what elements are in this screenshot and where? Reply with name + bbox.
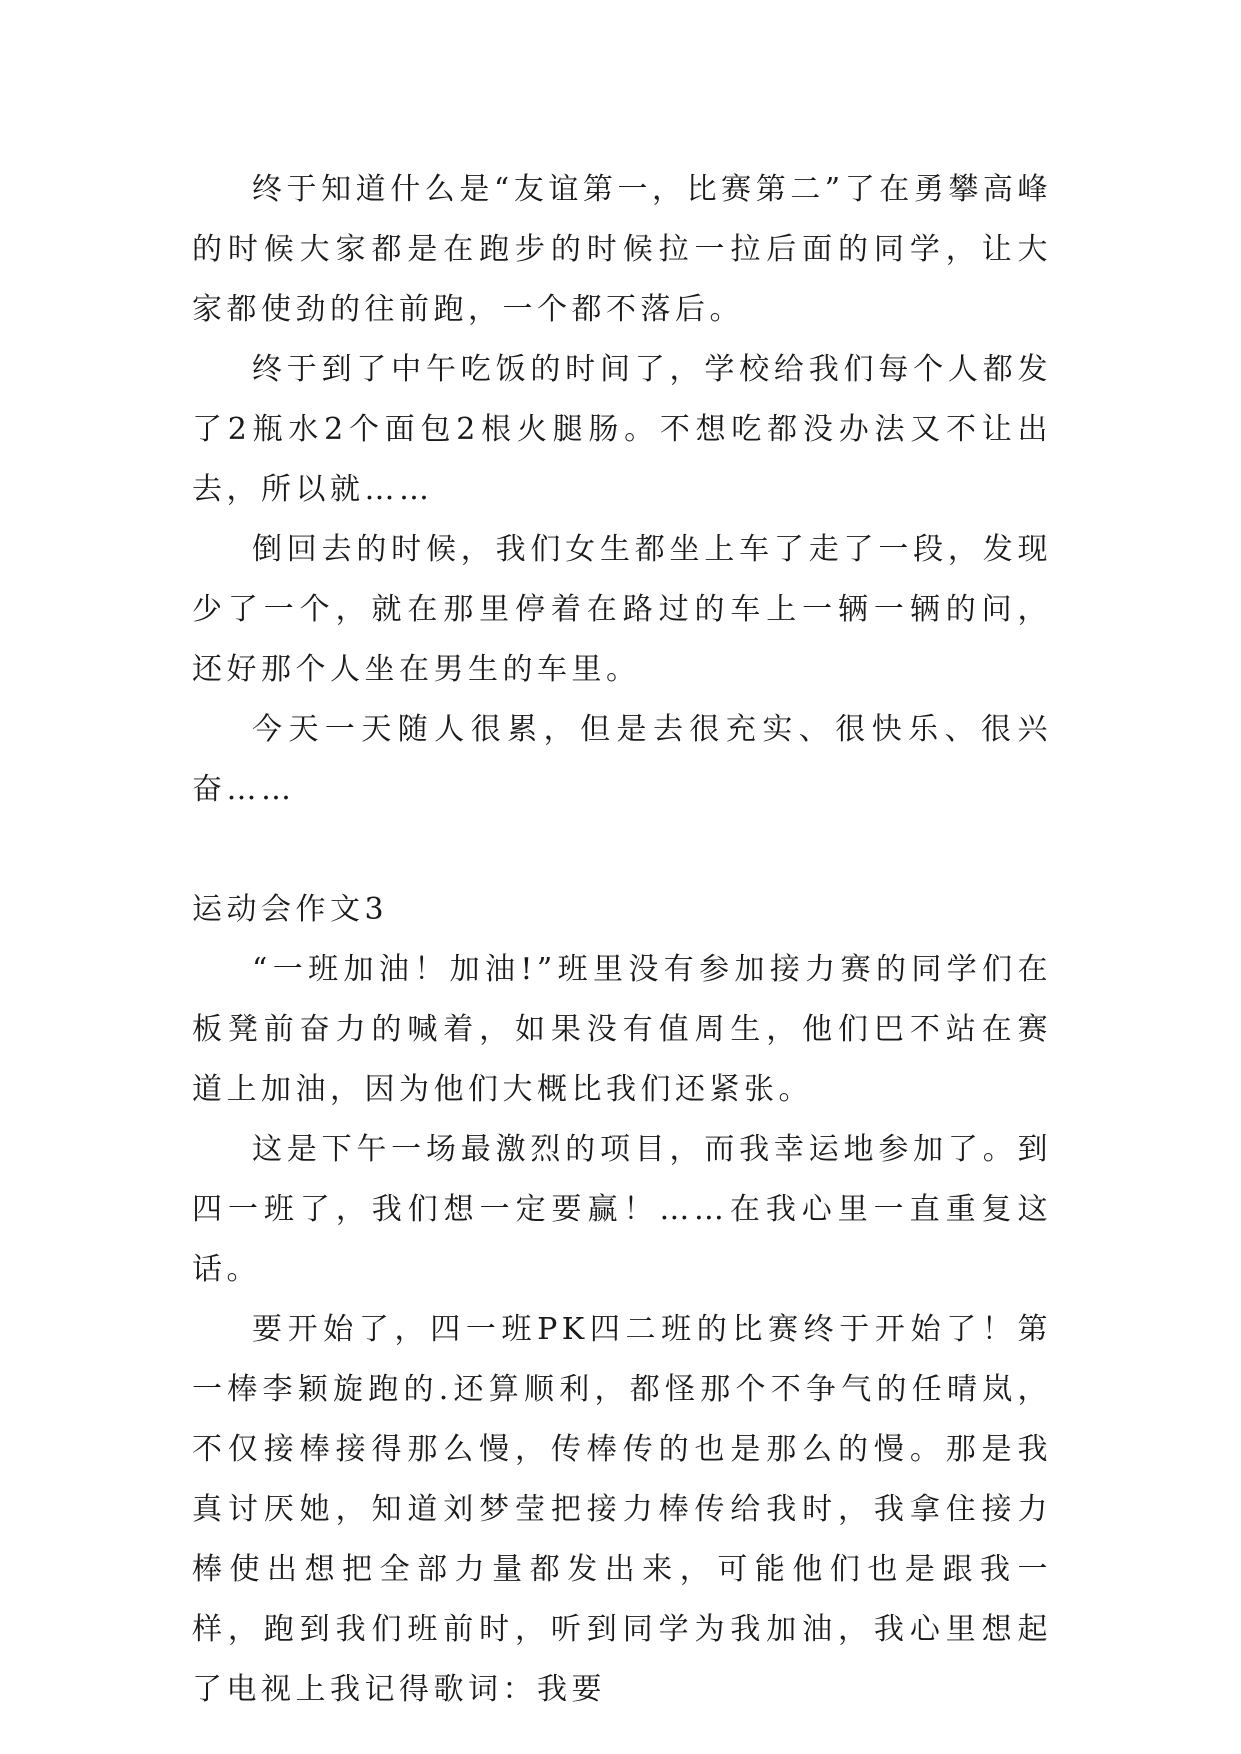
paragraph-cheering: “一班加油！加油!”班里没有参加接力赛的同学们在板凳前奋力的喊着，如果没有值周生，他们巴不站在赛道上加油，因为他们大概比我们还紧张。 <box>192 952 1052 1107</box>
paragraph-lunch-time: 终于到了中午吃饭的时间了，学校给我们每个人都发了2瓶水2个面包2根火腿肠。不想吃都没办法又不让出去，所以就…… <box>192 352 1052 507</box>
document-body <box>192 160 1052 1720</box>
essay-title: 运动会作文3 <box>192 892 389 927</box>
section-spacer <box>192 820 1052 880</box>
paragraph-return-trip: 倒回去的时候，我们女生都坐上车了走了一段，发现少了一个，就在那里停着在路过的车上一辆一辆的问，还好那个人坐在男生的车里。 <box>192 532 1052 687</box>
paragraph-race-start: 要开始了，四一班PK四二班的比赛终于开始了！第一棒李颖旋跑的.还算顺利，都怪那个不争气的任晴岚，不仅接棒接得那么慢，传棒传的也是那么的慢。那是我真讨厌她，知道刘梦莹把接力棒传给我时，我拿住接力棒使出想把全部力量都发出来，可能他们也是跟我一样，跑到我们班前时，听到同学为我加油，我心里想起了电视上我记得歌词：我要 <box>192 1312 1052 1707</box>
paragraph-tired-but-happy: 今天一天随人很累，但是去很充实、很快乐、很兴奋…… <box>192 712 1052 807</box>
paragraph-relay-event: 这是下午一场最激烈的项目，而我幸运地参加了。到四一班了，我们想一定要赢！……在我心里一直重复这话。 <box>192 1132 1052 1287</box>
paragraph-friendship-first: 终于知道什么是“友谊第一，比赛第二”了在勇攀高峰的时候大家都是在跑步的时候拉一拉后面的同学，让大家都使劲的往前跑，一个都不落后。 <box>192 172 1052 327</box>
